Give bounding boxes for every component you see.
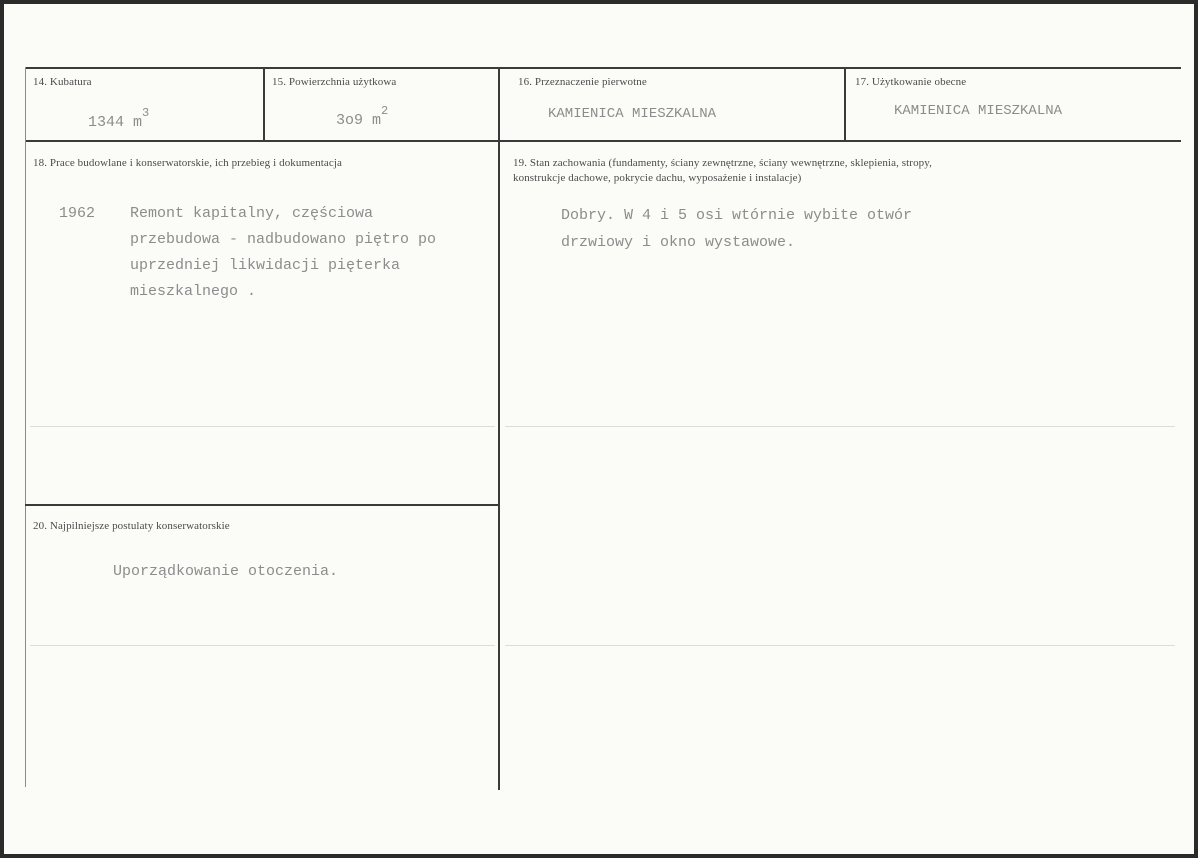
top-rule bbox=[25, 67, 1181, 69]
uzytkowanie-label: 17. Użytkowanie obecne bbox=[855, 76, 967, 88]
stan-label-line-1: 19. Stan zachowania (fundamenty, ściany zewnętrzne, ściany wewnętrzne, sklepienia, stropy, bbox=[513, 157, 933, 169]
prace-line-4: mieszkalnego . bbox=[130, 283, 257, 300]
postulaty-label: 20. Najpilniejsze postulaty konserwatorskie bbox=[33, 520, 230, 532]
prace-label: 18. Prace budowlane i konserwatorskie, ich przebieg i dokumentacja bbox=[33, 157, 342, 169]
header-bottom-rule bbox=[25, 140, 1181, 142]
powierzchnia-label: 15. Powierzchnia użytkowa bbox=[272, 76, 397, 88]
main-vertical-divider bbox=[498, 68, 500, 790]
divider-14-15 bbox=[263, 68, 265, 141]
guide-line bbox=[30, 426, 495, 427]
guide-line bbox=[30, 645, 495, 646]
prace-line-3: uprzedniej likwidacji pięterka bbox=[130, 257, 401, 274]
kubatura-exponent: 3 bbox=[142, 106, 150, 120]
prace-line-2: przebudowa - nadbudowano piętro po bbox=[130, 231, 437, 248]
powierzchnia-number: 3o9 bbox=[336, 112, 364, 129]
guide-line bbox=[505, 645, 1175, 646]
przeznaczenie-value: KAMIENICA MIESZKALNA bbox=[548, 106, 717, 122]
postulaty-value: Uporządkowanie otoczenia. bbox=[113, 563, 339, 580]
guide-line bbox=[505, 426, 1175, 427]
przeznaczenie-label: 16. Przeznaczenie pierwotne bbox=[518, 76, 647, 88]
prace-year: 1962 bbox=[59, 205, 96, 222]
divider-18-20 bbox=[25, 504, 499, 506]
left-border bbox=[25, 67, 26, 787]
stan-line-1: Dobry. W 4 i 5 osi wtórnie wybite otwór bbox=[561, 207, 913, 224]
kubatura-number: 1344 bbox=[88, 114, 125, 131]
powierzchnia-unit: m bbox=[372, 112, 382, 129]
prace-line-1: Remont kapitalny, częściowa bbox=[130, 205, 374, 222]
powierzchnia-value bbox=[336, 104, 389, 129]
stan-label-line-2: konstrukcje dachowe, pokrycie dachu, wyposażenie i instalacje) bbox=[513, 172, 802, 184]
powierzchnia-exponent: 2 bbox=[381, 104, 389, 118]
kubatura-value bbox=[88, 106, 150, 131]
stan-line-2: drzwiowy i okno wystawowe. bbox=[561, 234, 796, 251]
divider-16-17 bbox=[844, 68, 846, 141]
kubatura-unit: m bbox=[133, 114, 143, 131]
kubatura-label: 14. Kubatura bbox=[33, 76, 92, 88]
uzytkowanie-value: KAMIENICA MIESZKALNA bbox=[894, 103, 1063, 119]
